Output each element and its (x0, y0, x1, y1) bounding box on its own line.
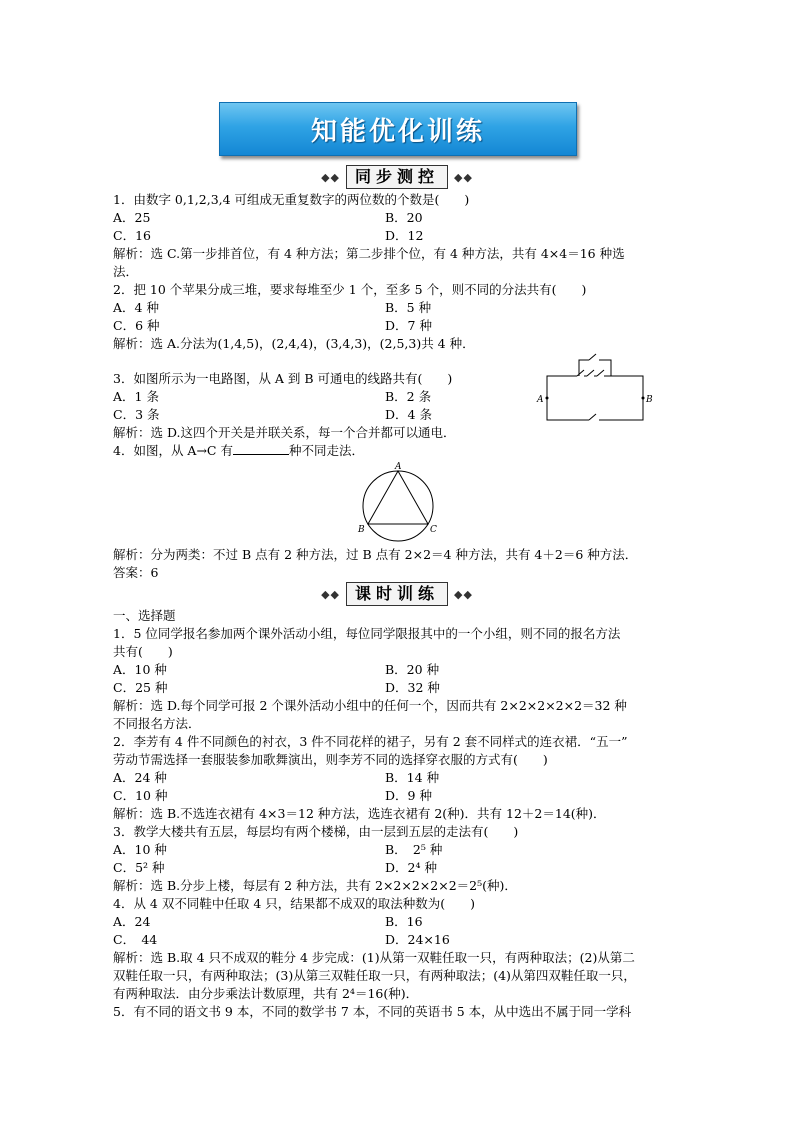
solution-3: 解析：选 D.这四个开关是并联关系，每一个合并都可以通电． (113, 425, 456, 440)
triangle-label-a: A (395, 462, 402, 472)
lesson-question-2: 2．李芳有 4 件不同颜色的衬衣，3 件不同花样的裙子，另有 2 套不同样式的连衣裙．“五一” (113, 734, 628, 749)
triangle-circle-diagram (350, 460, 446, 546)
option-a: A．10 种 (113, 662, 167, 677)
circuit-diagram (535, 352, 655, 422)
section-header-sync (0, 164, 794, 190)
option-c: C． 44 (113, 932, 158, 947)
option-d: D．4 条 (385, 407, 432, 422)
option-c: C．6 种 (113, 318, 160, 333)
option-b: B．5 种 (385, 300, 432, 315)
option-d: D．2⁴ 种 (385, 860, 437, 875)
decor-right: ◆◆ (454, 170, 473, 184)
lesson-solution-1-cont: 不同报名方法． (113, 716, 201, 731)
option-c: C．16 (113, 228, 151, 243)
lesson-question-2-cont: 劳动节需选择一套服装参加歌舞演出，则李芳不同的选择穿衣服的方式有( ) (113, 752, 548, 767)
lesson-solution-4: 解析：选 B.取 4 只不成双的鞋分 4 步完成：(1)从第一双鞋任取一只，有两种取法；(2)从第二 (113, 950, 635, 965)
lesson-solution-3: 解析：选 B.分步上楼，每层有 2 种方法，共有 2×2×2×2×2＝2⁵(种)． (113, 878, 517, 893)
solution-2: 解析：选 A.分法为(1,4,5)，(2,4,4)，(3,4,3)，(2,5,3)共 4 种． (113, 336, 475, 351)
option-b: B．20 (385, 210, 423, 225)
option-a: A．1 条 (113, 389, 159, 404)
option-b: B．16 (385, 914, 423, 929)
circuit-label-b: B (646, 395, 653, 405)
triangle-label-c: C (430, 525, 437, 535)
section-title-lesson: 课时训练 (346, 582, 448, 606)
section-title-sync: 同步测控 (346, 165, 448, 189)
option-b: B．20 种 (385, 662, 440, 677)
solution-4: 解析：分为两类：不过 B 点有 2 种方法，过 B 点有 2×2＝4 种方法，共有 4＋2＝6 种方法． (113, 547, 638, 562)
lesson-question-4: 4．从 4 双不同鞋中任取 4 只，结果都不成双的取法种数为( ) (113, 896, 476, 911)
question-4-text-end: 种不同走法． (288, 443, 364, 458)
option-c: C．3 条 (113, 407, 160, 422)
option-a: A．24 (113, 914, 151, 929)
option-b: B．14 种 (385, 770, 440, 785)
option-d: D．24×16 (385, 932, 450, 947)
lesson-question-3: 3．教学大楼共有五层，每层均有两个楼梯，由一层到五层的走法有( ) (113, 824, 519, 839)
option-c: C．25 种 (113, 680, 168, 695)
lesson-solution-2: 解析：选 B.不选连衣裙有 4×3＝12 种方法，选连衣裙有 2(种)．共有 12＋2＝14(种)． (113, 806, 606, 821)
triangle-label-b: B (358, 525, 365, 535)
part-heading: 一、选择题 (113, 608, 176, 623)
lesson-solution-4-end: 有两种取法．由分步乘法计数原理，共有 2⁴＝16(种)． (113, 986, 419, 1001)
question-4 (113, 442, 364, 460)
title-banner (219, 102, 577, 156)
option-b: B．2 条 (385, 389, 432, 404)
lesson-solution-4-cont: 双鞋任取一只，有两种取法；(3)从第三双鞋任取一只，有两种取法；(4)从第四双鞋任取一只， (113, 968, 636, 983)
question-2: 2．把 10 个苹果分成三堆，要求每堆至少 1 个，至多 5 个，则不同的分法共有( ) (113, 282, 587, 297)
question-4-text: 4．如图，从 A→C 有 (113, 443, 233, 458)
option-d: D．12 (385, 228, 424, 243)
decor-left: ◆◆ (321, 170, 340, 184)
option-d: D．7 种 (385, 318, 432, 333)
answer-4: 答案：6 (113, 565, 159, 580)
solution-1-cont: 法． (113, 264, 139, 279)
lesson-solution-1: 解析：选 D.每个同学可报 2 个课外活动小组中的任何一个，因而共有 2×2×2×2×2＝32 种 (113, 698, 627, 713)
decor-right: ◆◆ (454, 587, 473, 601)
solution-1: 解析：选 C.第一步排首位，有 4 种方法；第二步排个位，有 4 种方法，共有 4×4＝16 种选 (113, 246, 625, 261)
option-a: A．10 种 (113, 842, 167, 857)
section-header-lesson (0, 581, 794, 607)
question-3: 3．如图所示为一电路图，从 A 到 B 可通电的线路共有( ) (113, 371, 453, 386)
lesson-question-1: 1．5 位同学报名参加两个课外活动小组，每位同学限报其中的一个小组，则不同的报名方法 (113, 626, 621, 641)
circuit-label-a: A (537, 395, 544, 405)
banner-title: 知能优化训练 (310, 116, 485, 147)
option-b: B． 2⁵ 种 (385, 842, 443, 857)
decor-left: ◆◆ (321, 587, 340, 601)
option-c: C．5² 种 (113, 860, 165, 875)
option-a: A．24 种 (113, 770, 167, 785)
lesson-question-5: 5．有不同的语文书 9 本，不同的数学书 7 本，不同的英语书 5 本，从中选出不属于同一学科 (113, 1004, 632, 1019)
answer-blank (233, 442, 289, 455)
option-a: A．25 (113, 210, 151, 225)
lesson-question-1-cont: 共有( ) (113, 644, 173, 659)
option-a: A．4 种 (113, 300, 159, 315)
option-d: D．32 种 (385, 680, 440, 695)
question-1: 1．由数字 0,1,2,3,4 可组成无重复数字的两位数的个数是( ) (113, 192, 470, 207)
option-c: C．10 种 (113, 788, 168, 803)
option-d: D．9 种 (385, 788, 432, 803)
